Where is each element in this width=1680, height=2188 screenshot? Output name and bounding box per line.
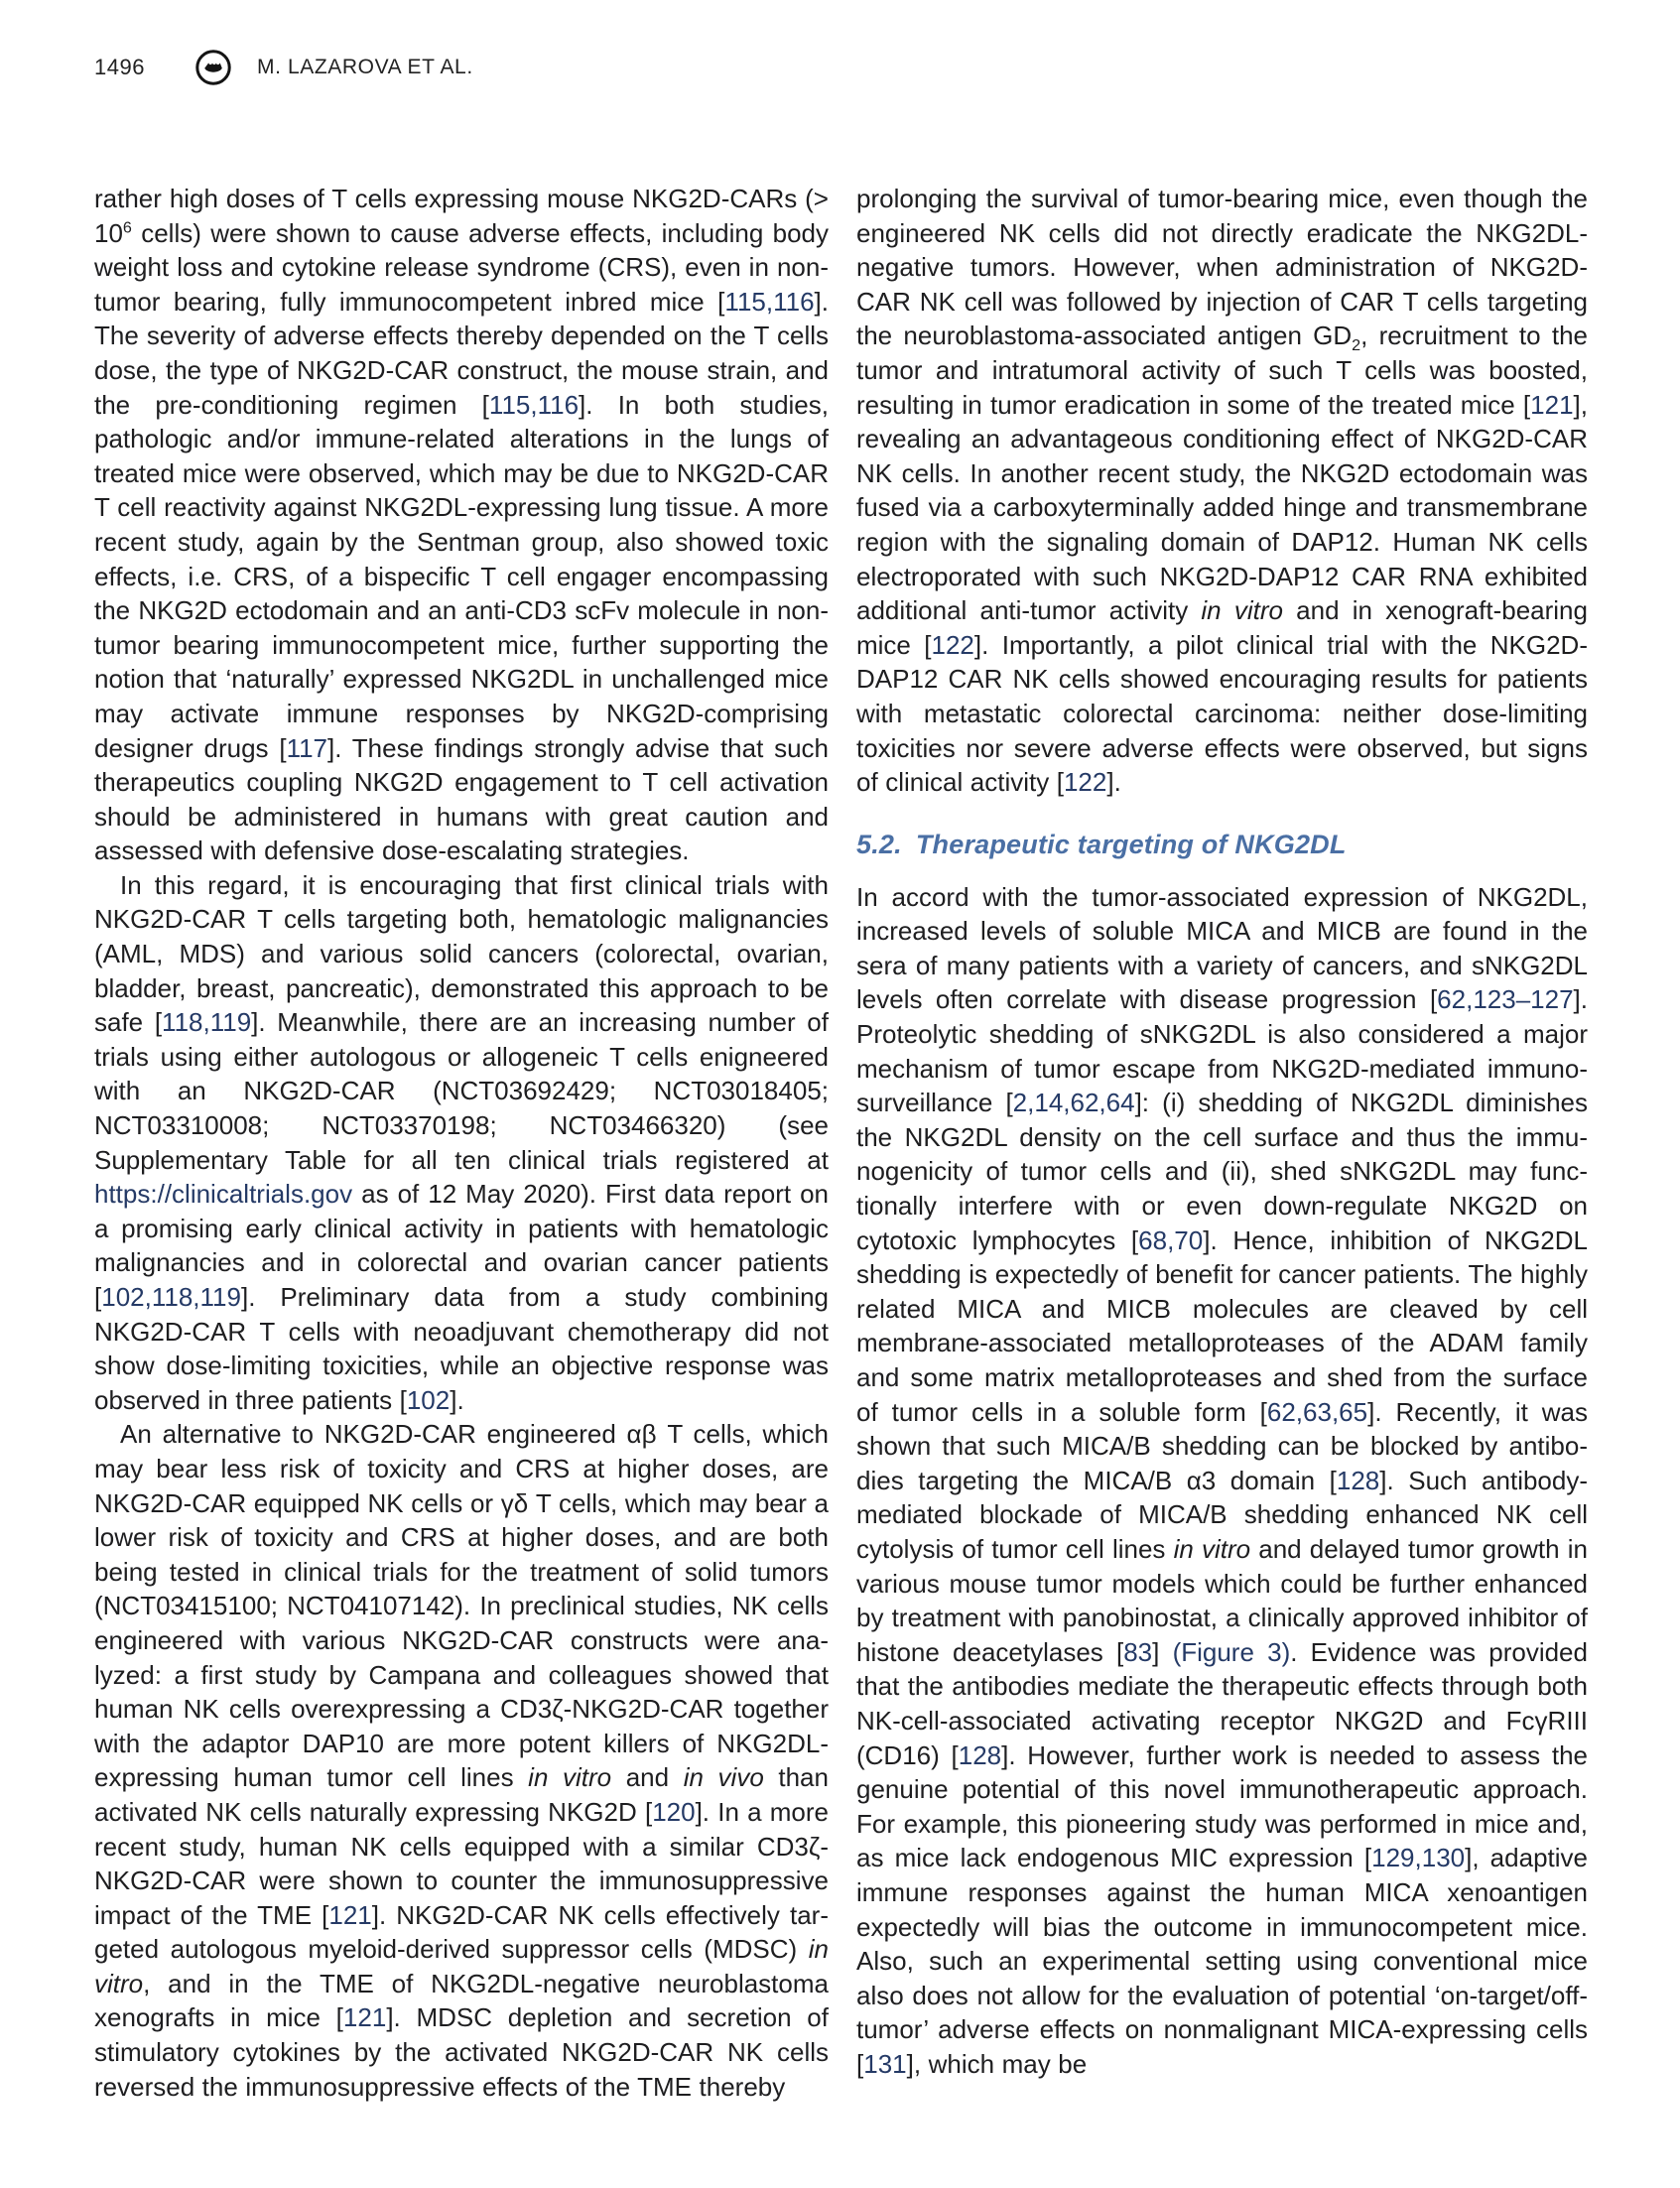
citation-link[interactable]: 129,130	[1371, 1843, 1466, 1873]
text-run: ]	[1152, 1636, 1173, 1667]
text-run: prolonging the survival of tumor-bearing mice, even though the engineered NK cells did not directly eradicate the NKG2DL-negative tumors. However, when administration of NKG2D-CAR NK cell was followed by injection of CAR T cells targeting the neuroblastoma-associated antigen GD	[856, 184, 1588, 351]
citation-link[interactable]: 118,119	[162, 1007, 252, 1038]
text-run: ]. Proteolytic shedding of sNKG2DL is also considered a major mechanism of tumor escape from NKG2D-mediated immunosurveillance [	[856, 984, 1588, 1118]
text-run: In this regard, it is encouraging that first clinical trials with NKG2D-CAR T cells targeting both, hematologic malignancies (AML, MDS) and various solid cancers (colorectal, ovarian, bladder, breast, pancreatic), demonstrated this approach to be safe [	[94, 869, 829, 1038]
citation-link[interactable]: 120	[652, 1796, 696, 1827]
citation-link[interactable]: 121	[342, 2002, 387, 2033]
text-run: . Evidence was provided that the antibodies mediate the therapeutic effects through both NK-cell-associated activating receptor NKG2D and FcγRIII (CD16) [	[856, 1636, 1588, 1770]
citation-link[interactable]: 117	[286, 732, 328, 763]
citation-link[interactable]: 62,123–127	[1437, 984, 1574, 1015]
text-run: ]. Hence, inhibition of NKG2DL shedding is expectedly of benefit for cancer patients. The highly related MICA and MICB molecules are cleaved by cell membrane-associated metalloproteases of the ADAM family and some matrix metalloproteases and shed from the surface of tumor cells in a soluble form [	[856, 1224, 1588, 1427]
left-column	[94, 182, 829, 2104]
text-run: and delayed tumor growth in various mouse tumor models which could be further enhanced by treatment with panobinostat, a clinically approved inhibitor of histone deacetylases [	[856, 1533, 1588, 1667]
text-run: ], revealing an advantageous conditioning effect of NKG2D-CAR NK cells. In another recent study, the NKG2D ectodomain was fused via a carboxyterminally added hinge and transmembrane region with the signaling domain of DAP12. Human NK cells electroporated with such NKG2D-DAP12 CAR RNA exhibited additional anti-tumor activity	[856, 389, 1588, 626]
citation-link[interactable]: 68,70	[1138, 1224, 1204, 1255]
text-run: ], which may be	[906, 2048, 1088, 2079]
italic-text: in vivo	[683, 1762, 764, 1793]
text-run: ]. These findings strongly advise that such therapeutics coupling NKG2D engagement to T cell activation should be administered in humans with great caution and assessed with defensive dose-escalating strategies.	[94, 732, 830, 866]
citation-link[interactable]: 121	[328, 1899, 372, 1930]
paragraph	[94, 868, 829, 1418]
publisher-logo-icon	[194, 48, 233, 87]
italic-text: in vitro	[1201, 595, 1283, 626]
citation-link[interactable]: 102,118,119	[101, 1282, 241, 1312]
citation-link[interactable]: 2,14,62,64	[1012, 1088, 1135, 1118]
text-run: ], adaptive immune responses against the human MICA xenoantigen expectedly will bias the outcome in immunocompetent mice. Also, such an experimental setting using conventional mice also does not allow for the evaluation of potential ‘on-target/off-tumor’ adverse effects on nonmalignant MICA-expressing cells [	[856, 1843, 1588, 2079]
citation-link[interactable]: 122	[931, 629, 974, 660]
citation-link[interactable]: https://clinicaltrials.gov	[94, 1179, 353, 1210]
text-run: ].	[450, 1384, 464, 1415]
section-title: Therapeutic targeting of NKG2DL	[915, 829, 1347, 859]
paragraph	[856, 880, 1588, 2082]
text-run: In accord with the tumor-associated expression of NKG2DL, increased levels of soluble MICA and MICB are found in the sera of many patients with a variety of cancers, and sNKG2DL levels often correlate with disease progression [	[856, 881, 1588, 1015]
section-heading	[856, 830, 1588, 860]
citation-link[interactable]: 131	[863, 2048, 907, 2079]
paragraph	[94, 182, 829, 868]
text-run: ]. NKG2D-CAR NK cells effectively targeted autologous myeloid-derived suppressor cells (MDSC)	[94, 1899, 829, 1965]
citation-link[interactable]: 128	[958, 1739, 1002, 1770]
text-run: ]. The severity of adverse effects thereby depended on the T cells dose, the type of NKG2D-CAR construct, the mouse strain, and the pre-conditioning regimen [	[94, 286, 829, 420]
citation-link[interactable]: 62,63,65	[1266, 1396, 1368, 1427]
citation-link[interactable]: 122	[1063, 767, 1107, 798]
superscript-text: 6	[122, 217, 132, 236]
text-run: ].	[1106, 767, 1121, 798]
citation-link[interactable]: 102	[406, 1384, 451, 1415]
text-run: ]. Recently, it was shown that such MICA/B shedding can be blocked by antibodies targeting the MICA/B α3 domain [	[856, 1396, 1588, 1495]
running-title: M. LAZAROVA ET AL.	[257, 56, 473, 78]
text-run: and in xenograft-bearing mice [	[856, 595, 1588, 660]
right-column	[856, 182, 1588, 2104]
text-run: ]. MDSC depletion and secretion of stimulatory cytokines by the activated NKG2D-CAR NK cells reversed the immunosuppressive effects of the TME thereby	[94, 2002, 829, 2102]
paragraph	[94, 1417, 829, 2104]
paragraph	[856, 182, 1588, 800]
text-run: as of 12 May 2020). First data report on a promising early clinical activity in patients with hematologic malignancies and in colorectal and ovarian cancer patients [	[94, 1179, 829, 1312]
text-run: ]. Such antibody-mediated blockade of MICA/B shedding enhanced NK cell cytolysis of tumor cell lines	[856, 1465, 1589, 1564]
page-number: 1496	[94, 55, 145, 79]
text-run: ]. Preliminary data from a study combining NKG2D-CAR T cells with neoadjuvant chemotherapy did not show dose-limiting toxicities, while an objective response was observed in three patients [	[94, 1282, 829, 1415]
italic-text: in vitro	[94, 1934, 829, 1998]
text-run: An alternative to NKG2D-CAR engineered αβ T cells, which may bear less risk of toxicity and CRS at higher doses, are NKG2D-CAR equipped NK cells or γδ T cells, which may bear a lower risk of toxicity and CRS at higher doses, and are both being tested in clinical trials for the treatment of solid tumors (NCT03415100; NCT04107142). In preclinical studies, NK cells engineered with various NKG2D-CAR constructs were analyzed: a first study by Campana and colleagues showed that human NK cells overexpressing a CD3ζ-NKG2D-CAR together with the adaptor DAP10 are more potent killers of NKG2DL-expressing human tumor cell lines	[94, 1419, 829, 1793]
text-run: , recruitment to the tumor and intratumoral activity of such T cells was boosted, resulting in tumor eradication in some of the treated mice [	[856, 321, 1588, 420]
citation-link[interactable]: 128	[1336, 1465, 1380, 1495]
two-column-body	[94, 182, 1588, 2104]
text-run: ]. Meanwhile, there are an increasing number of trials using either autologous or allogeneic T cells enigneered with an NKG2D-CAR (NCT03692429; NCT03018405; NCT03310008; NCT03370198; NCT03466320) (see Supplementary Table for all ten clinical trials registered at	[94, 1007, 829, 1175]
citation-link[interactable]: 115,116	[488, 389, 580, 420]
text-run: , and in the TME of NKG2DL-negative neuroblastoma xenografts in mice [	[94, 1968, 829, 2033]
subscript-text: 2	[1352, 336, 1361, 355]
text-run: than activated NK cells naturally expressing NKG2D [	[94, 1762, 829, 1827]
text-run: ]. In a more recent study, human NK cells equipped with a similar CD3ζ-NKG2D-CAR were shown to counter the immunosuppressive impact of the TME [	[94, 1796, 829, 1930]
italic-text: in vitro	[528, 1762, 612, 1793]
text-run: ]. However, further work is needed to assess the genuine potential of this novel immunotherapeutic approach. For example, this pioneering study was performed in mice and, as mice lack endogenous MIC expression [	[856, 1739, 1588, 1873]
citation-link[interactable]: 121	[1530, 389, 1574, 420]
italic-text: in vitro	[1173, 1533, 1251, 1564]
text-run: ]. Importantly, a pilot clinical trial with the NKG2D-DAP12 CAR NK cells showed encouraging results for patients with metastatic colorectal carcinoma: neither dose-limiting toxicities nor severe adverse effects were observed, but signs of clinical activity [	[856, 629, 1588, 798]
citation-link[interactable]: (Figure 3)	[1172, 1636, 1291, 1667]
section-number: 5.2.	[856, 829, 902, 859]
text-run: rather high doses of T cells expressing mouse NKG2D-CARs (> 10	[94, 184, 829, 248]
text-run: ]. In both studies, pathologic and/or immune-related alterations in the lungs of treated mice were observed, which may be due to NKG2D-CAR T cell reactivity against NKG2DL-expressing lung tissue. A more recent study, again by the Sentman group, also showed toxic effects, i.e. CRS, of a bispecific T cell engager encompassing the NKG2D ectodomain and an anti-CD3 scFv molecule in non-tumor bearing immunocompetent mice, further supporting the notion that ‘naturally’ expressed NKG2DL in unchallenged mice may activate immune responses by NKG2D-comprising designer drugs [	[94, 389, 829, 763]
text-run: and	[611, 1762, 684, 1793]
page-header	[94, 48, 473, 87]
citation-link[interactable]: 115,116	[724, 286, 815, 317]
citation-link[interactable]: 83	[1123, 1636, 1153, 1667]
text-run: cells) were shown to cause adverse effects, including body weight loss and cytokine release syndrome (CRS), even in non-tumor bearing, fully immunocompetent inbred mice [	[94, 217, 829, 317]
text-run: ]: (i) shedding of NKG2DL diminishes the NKG2DL density on the cell surface and thus the immunogenicity of tumor cells and (ii), shed sNKG2DL may functionally interfere with or even down-regulate NKG2D on cytotoxic lymphocytes [	[856, 1088, 1588, 1255]
